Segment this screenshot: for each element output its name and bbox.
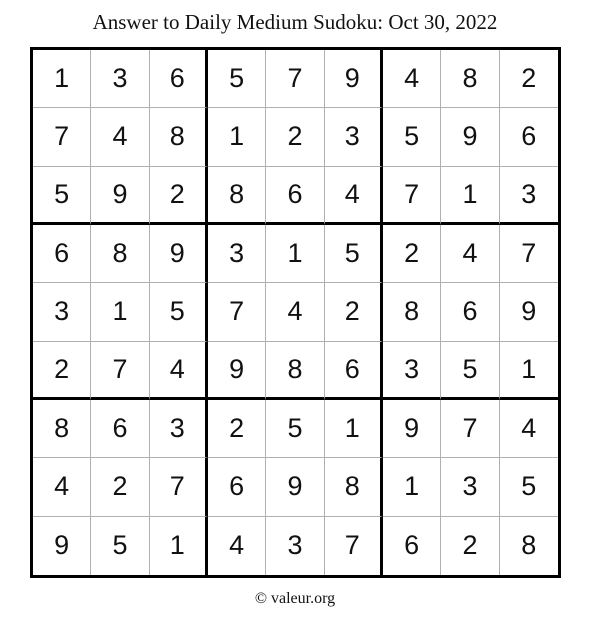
sudoku-cell: 7 [441, 400, 499, 458]
sudoku-cell: 5 [500, 458, 558, 516]
sudoku-cell: 2 [325, 283, 383, 341]
sudoku-cell: 5 [91, 517, 149, 575]
sudoku-cell: 7 [266, 50, 324, 108]
sudoku-cell: 5 [33, 167, 91, 225]
sudoku-cell: 8 [33, 400, 91, 458]
sudoku-cell: 4 [33, 458, 91, 516]
sudoku-cell: 1 [441, 167, 499, 225]
sudoku-cell: 1 [266, 225, 324, 283]
sudoku-cell: 9 [266, 458, 324, 516]
sudoku-cell: 4 [500, 400, 558, 458]
sudoku-grid [30, 47, 561, 578]
sudoku-cell: 3 [91, 50, 149, 108]
sudoku-cell: 2 [91, 458, 149, 516]
sudoku-cell: 1 [150, 517, 208, 575]
sudoku-cell: 3 [208, 225, 266, 283]
copyright-footer: © valeur.org [254, 590, 336, 607]
sudoku-cell: 4 [383, 50, 441, 108]
sudoku-cell: 3 [266, 517, 324, 575]
sudoku-cell: 9 [33, 517, 91, 575]
sudoku-cell: 2 [383, 225, 441, 283]
sudoku-cell: 3 [33, 283, 91, 341]
sudoku-cell: 4 [441, 225, 499, 283]
sudoku-cell: 8 [208, 167, 266, 225]
sudoku-cell: 7 [325, 517, 383, 575]
sudoku-cell: 4 [325, 167, 383, 225]
sudoku-cell: 2 [150, 167, 208, 225]
sudoku-cell: 2 [33, 342, 91, 400]
sudoku-cell: 6 [500, 108, 558, 166]
sudoku-cell: 4 [150, 342, 208, 400]
sudoku-cell: 6 [150, 50, 208, 108]
sudoku-cell: 6 [91, 400, 149, 458]
sudoku-cell: 4 [266, 283, 324, 341]
sudoku-cell: 1 [383, 458, 441, 516]
sudoku-cell: 6 [33, 225, 91, 283]
sudoku-cell: 7 [500, 225, 558, 283]
sudoku-cell: 3 [383, 342, 441, 400]
sudoku-cell: 6 [325, 342, 383, 400]
sudoku-cell: 3 [441, 458, 499, 516]
sudoku-cell: 8 [91, 225, 149, 283]
sudoku-cell: 9 [325, 50, 383, 108]
sudoku-cell: 6 [383, 517, 441, 575]
sudoku-cell: 9 [91, 167, 149, 225]
sudoku-cell: 1 [91, 283, 149, 341]
sudoku-cell: 9 [208, 342, 266, 400]
sudoku-cell: 8 [325, 458, 383, 516]
sudoku-cell: 2 [266, 108, 324, 166]
sudoku-cell: 8 [383, 283, 441, 341]
sudoku-cell: 8 [150, 108, 208, 166]
sudoku-cell: 7 [33, 108, 91, 166]
sudoku-cell: 5 [208, 50, 266, 108]
sudoku-cell: 4 [91, 108, 149, 166]
sudoku-cell: 8 [441, 50, 499, 108]
sudoku-cell: 7 [208, 283, 266, 341]
sudoku-cell: 3 [500, 167, 558, 225]
sudoku-cell: 1 [208, 108, 266, 166]
sudoku-cell: 5 [383, 108, 441, 166]
sudoku-cell: 5 [266, 400, 324, 458]
puzzle-title: Answer to Daily Medium Sudoku: Oct 30, 2022 [92, 10, 498, 34]
sudoku-cell: 5 [325, 225, 383, 283]
sudoku-cell: 9 [500, 283, 558, 341]
sudoku-cell: 7 [91, 342, 149, 400]
sudoku-cell: 6 [266, 167, 324, 225]
sudoku-cell: 8 [266, 342, 324, 400]
sudoku-cell: 2 [208, 400, 266, 458]
sudoku-cell: 3 [150, 400, 208, 458]
sudoku-cell: 1 [500, 342, 558, 400]
sudoku-cell: 5 [150, 283, 208, 341]
sudoku-cell: 9 [383, 400, 441, 458]
sudoku-cell: 3 [325, 108, 383, 166]
sudoku-cell: 6 [441, 283, 499, 341]
sudoku-cell: 2 [441, 517, 499, 575]
sudoku-cell: 9 [441, 108, 499, 166]
sudoku-cell: 9 [150, 225, 208, 283]
sudoku-cell: 7 [150, 458, 208, 516]
sudoku-cell: 6 [208, 458, 266, 516]
sudoku-cell: 1 [325, 400, 383, 458]
sudoku-cell: 5 [441, 342, 499, 400]
sudoku-cell: 1 [33, 50, 91, 108]
sudoku-cell: 4 [208, 517, 266, 575]
sudoku-cell: 2 [500, 50, 558, 108]
sudoku-cell: 8 [521, 530, 537, 561]
sudoku-cell: 7 [383, 167, 441, 225]
